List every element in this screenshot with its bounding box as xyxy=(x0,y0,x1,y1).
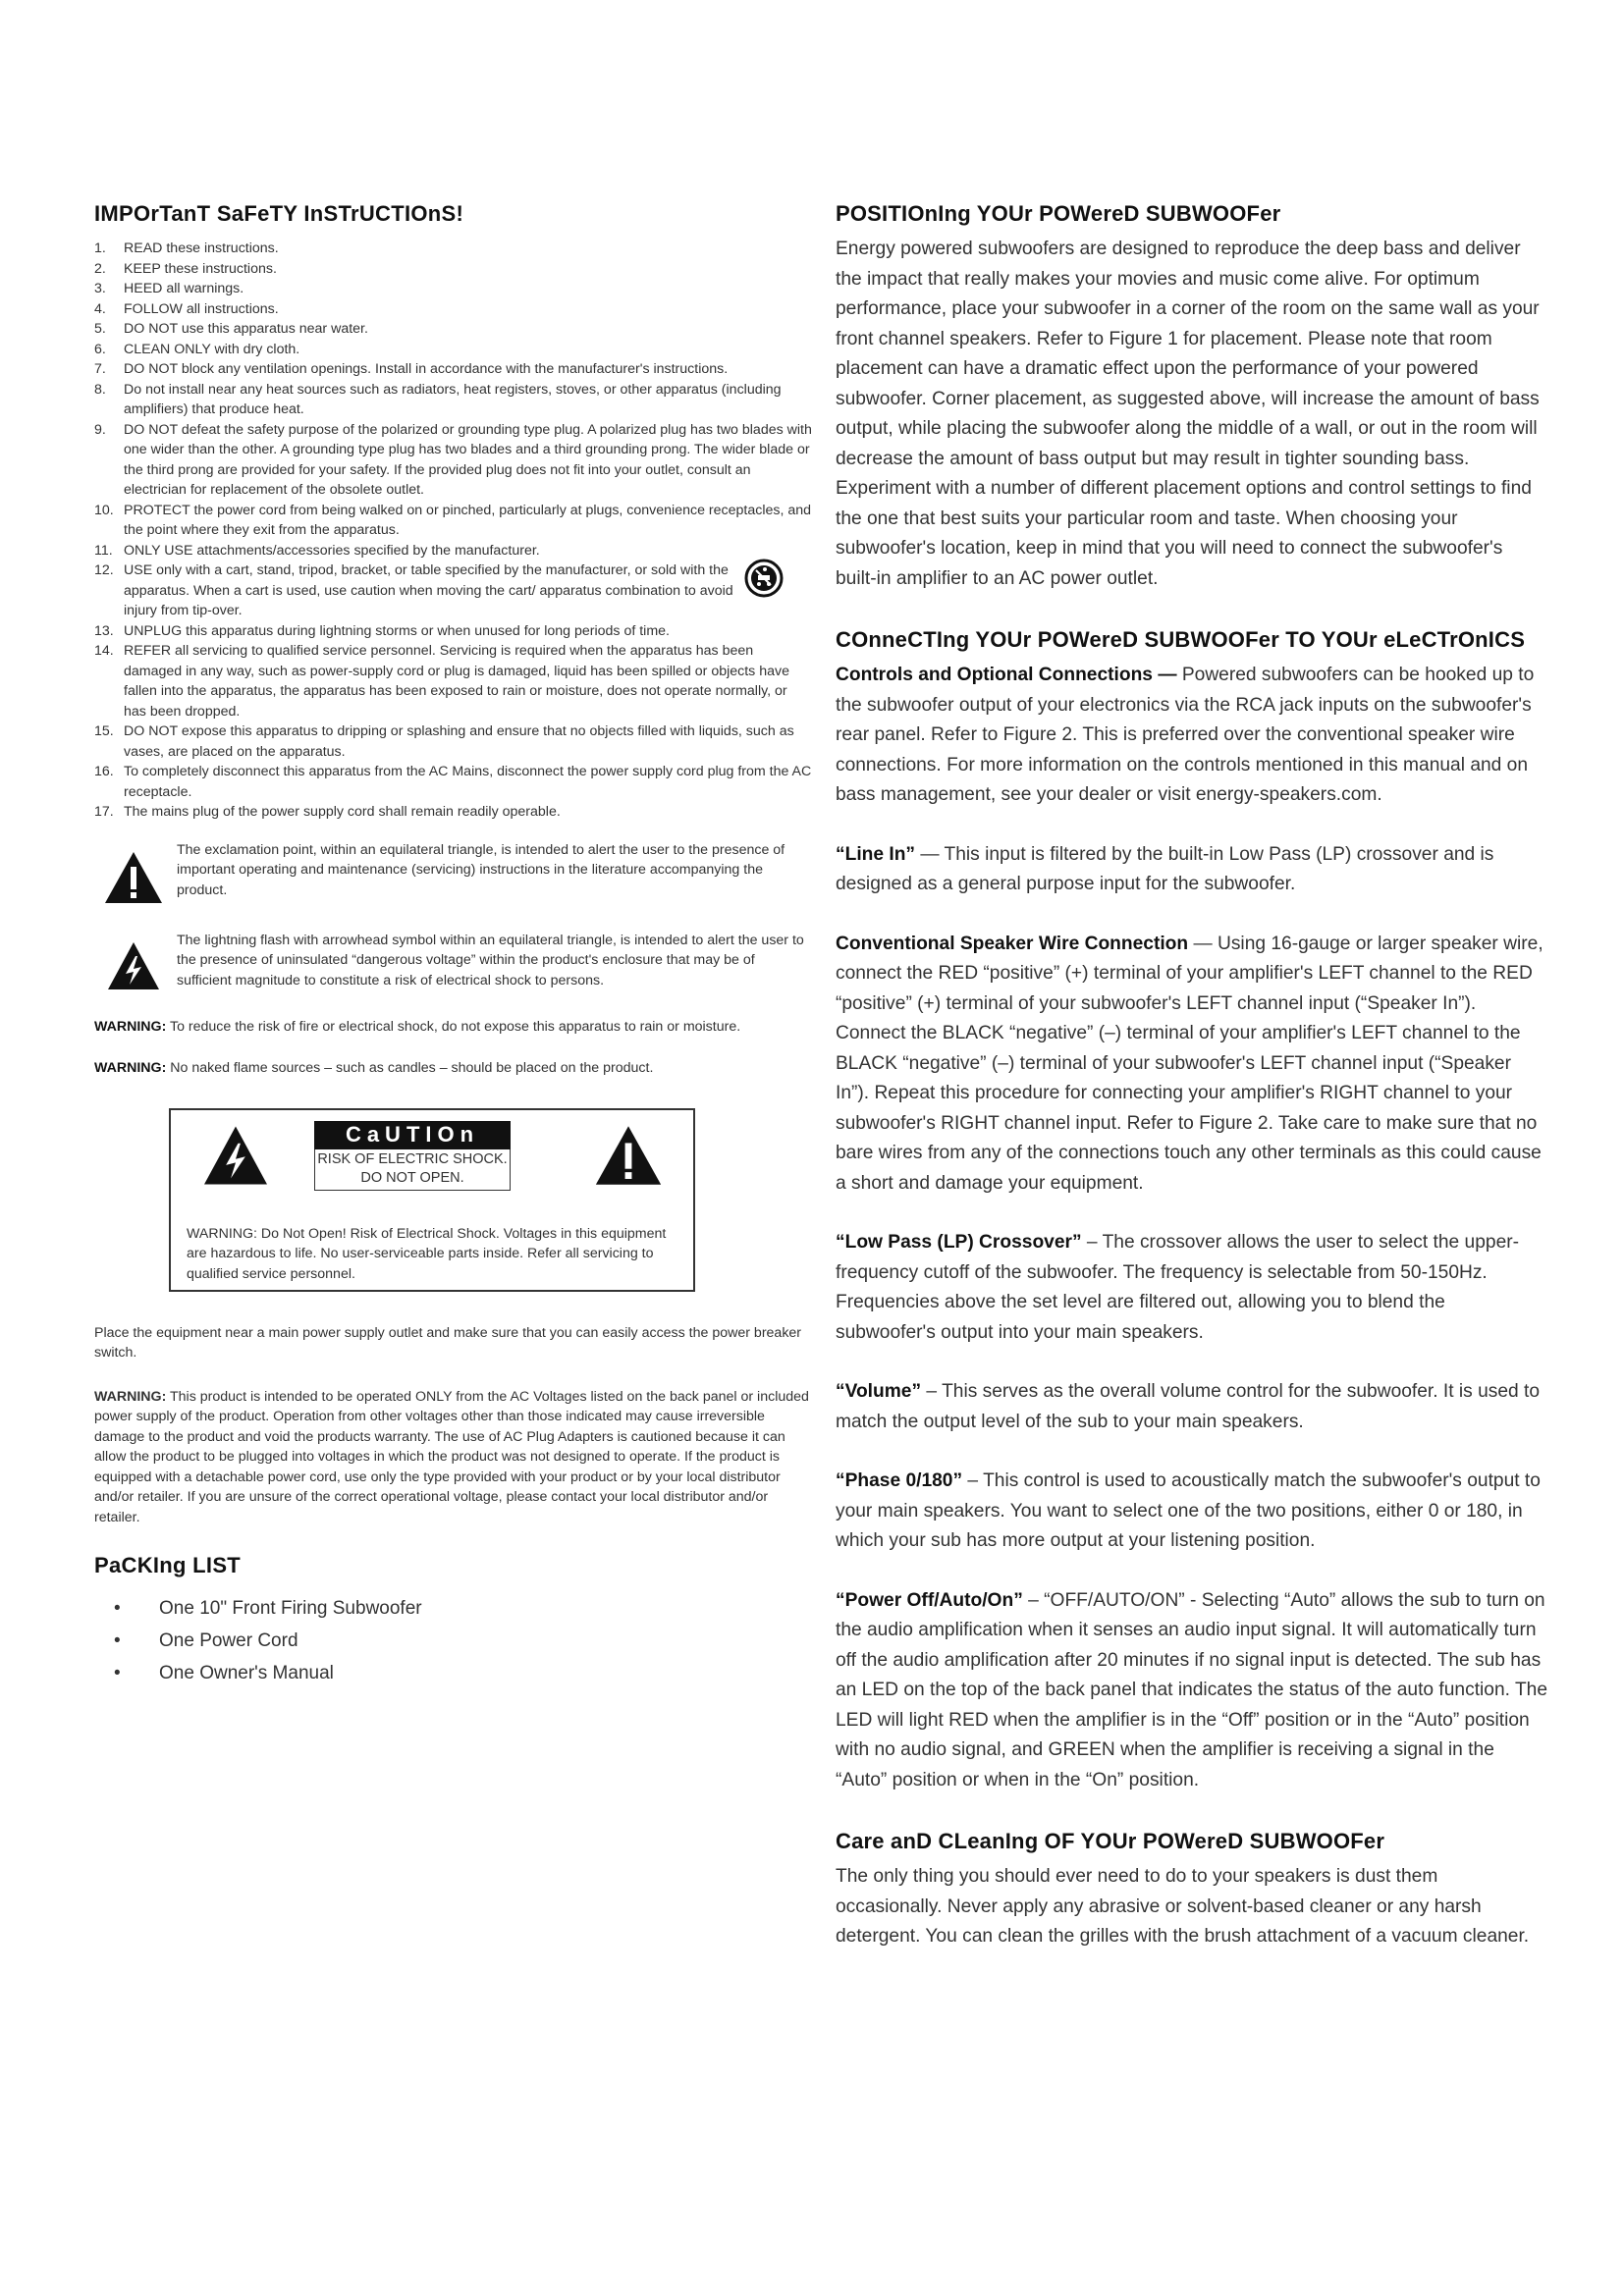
care-text: The only thing you should ever need to do to your speakers is dust them occasionally. Never apply any abrasive or solvent-based cleaner or any harsh detergent. You can clean the grilles with the brush attachment of a vacuum cleaner. xyxy=(836,1866,1530,1947)
exclamation-symbol-note: The exclamation point, within an equilateral triangle, is intended to alert the user to the presence of important operating and maintenance (servicing) instructions in the literature accompanying the product. xyxy=(94,840,813,905)
list-item: 16. To completely disconnect this apparatus from the AC Mains, disconnect the power supply cord plug from the AC receptacle. xyxy=(94,764,812,800)
cart-tipover-icon xyxy=(744,559,784,598)
caution-label: CaUTIOn RISK OF ELECTRIC SHOCK. DO NOT OPEN. WARNING: Do Not Open! Risk of Electrical Shock. Voltages in this equipment are hazardous to life. No user-serviceable parts inside. Refer all servicing to qualified service personnel. xyxy=(169,1108,695,1292)
list-item: • One Owner's Manual xyxy=(114,1663,334,1683)
list-item: 11. ONLY USE attachments/accessories specified by the manufacturer. xyxy=(94,542,540,559)
exclamation-triangle-icon xyxy=(593,1124,664,1187)
safety-list xyxy=(94,239,813,823)
lightning-triangle-icon xyxy=(106,940,161,991)
list-item: 9. DO NOT defeat the safety purpose of the polarized or grounding type plug. A polarized plug has two blades with one wider than the other. A grounding type plug has two blades and a third grounding prong. The wider blade or the third prong are provided for your safety. If the provided plug does not fit into your outlet, consult an electrician for replacement of the obsolete outlet. xyxy=(94,421,812,498)
lightning-symbol-note: The lightning flash with arrowhead symbol within an equilateral triangle, is intended to alert the user to the presence of uninsulated “dangerous voltage” within the product's enclosure that may be of sufficient magnitude to constitute a risk of electrical shock to persons. xyxy=(94,931,813,991)
safety-heading: IMPOrTanT SaFeTY InSTrUCTIOnS! xyxy=(94,201,464,226)
power-paragraph: “Power Off/Auto/On” – “OFF/AUTO/ON” - Selecting “Auto” allows the sub to turn on the audio amplification when it senses an audio input signal. It will automatically turn off the audio amplification after 20 minutes if no signal input is detected. The sub has an LED on the top of the back panel that indicates the status of the auto function. The LED will light RED when the amplifier is in the “Off” position or in the “Auto” position with no audio signal, and GREEN when the amplifier is receiving a signal in the “Auto” position or when in the “On” position. xyxy=(836,1589,1548,1790)
left-column xyxy=(94,201,813,1689)
right-column xyxy=(836,201,1548,1952)
list-item: 8. Do not install near any heat sources such as radiators, heat registers, stoves, or other apparatus (including amplifiers) that produce heat. xyxy=(94,381,782,417)
list-item: 2. KEEP these instructions. xyxy=(94,260,277,277)
list-item: 13. UNPLUG this apparatus during lightning storms or when unused for long periods of time. xyxy=(94,622,670,639)
list-item: • One 10" Front Firing Subwoofer xyxy=(114,1598,422,1619)
positioning-heading: POSITIOnIng YOUr POWereD SUBWOOFer xyxy=(836,201,1281,226)
list-item: 7. DO NOT block any ventilation openings. Install in accordance with the manufacturer's instructions. xyxy=(94,361,729,377)
caution-title: CaUTIOn xyxy=(314,1121,511,1149)
warning-voltage: WARNING: This product is intended to be operated ONLY from the AC Voltages listed on the back panel or included power supply of the product. Operation from other voltages other than those indicated may cause irreversible damage to the product and void the products warranty. The use of AC Plug Adapters is cautioned because it can allow the product to be plugged into voltages in which the product was not designed to operate. If the product is equipped with a detachable power cord, use only the type provided with your product or by your local distributor and/or retailer. If you are unsure of the correct operational voltage, please contact your local distributor and/or retailer. xyxy=(94,1388,809,1525)
volume-paragraph: “Volume” – This serves as the overall volume control for the subwoofer. It is used to match the output level of the sub to your main speakers. xyxy=(836,1381,1541,1432)
warning-flame: WARNING: No naked flame sources – such as candles – should be placed on the product. xyxy=(94,1060,654,1076)
list-item: 1. READ these instructions. xyxy=(94,240,279,256)
list-item: 15. DO NOT expose this apparatus to dripping or splashing and ensure that no objects filled with liquids, such as vases, are placed on the apparatus. xyxy=(94,723,794,760)
caution-footer: WARNING: Do Not Open! Risk of Electrical Shock. Voltages in this equipment are hazardous to life. No user-serviceable parts inside. Refer all servicing to qualified service personnel. xyxy=(187,1225,667,1282)
care-heading: Care anD CLeanIng OF YOUr POWereD SUBWOOFer xyxy=(836,1829,1385,1853)
phase-paragraph: “Phase 0/180” – This control is used to acoustically match the subwoofer's output to your main speakers. You want to select one of the two positions, either 0 or 180, in which your sub has more output at your listening position. xyxy=(836,1470,1541,1551)
positioning-text: Energy powered subwoofers are designed to reproduce the deep bass and deliver the impact that really makes your movies and music come alive. For optimum performance, place your subwoofer in a corner of the room on the same wall as your front channel speakers. Refer to Figure 1 for placement. Please note that room placement can have a dramatic effect upon the performance of your powered subwoofer. Corner placement, as suggested above, will increase the amount of bass output, while placing the subwoofer along the middle of a wall, or out in the room will decrease the amount of bass output but may result in tighter sounding bass. Experiment with a number of different placement options and control settings to find the one that best suits your particular room and taste. When choosing your subwoofer's location, keep in mind that you will need to connect the subwoofer's built-in amplifier to an AC power outlet. xyxy=(836,239,1540,589)
packing-heading: PaCKIng LIST xyxy=(94,1553,242,1577)
low-pass-paragraph: “Low Pass (LP) Crossover” – The crossover allows the user to select the upper-frequency cutoff of the subwoofer. The frequency is selectable from 50-150Hz. Frequencies above the set level are filtered out, allowing you to blend the subwoofer's output into your main speakers. xyxy=(836,1232,1520,1343)
conventional-wire-paragraph: Conventional Speaker Wire Connection — Using 16-gauge or larger speaker wire, connect the RED “positive” (+) terminal of your amplifier's LEFT channel to the RED “positive” (+) terminal of your subwoofer's LEFT channel input (“Speaker In”). Connect the BLACK “negative” (–) terminal of your amplifier's LEFT channel to the BLACK “negative” (–) terminal of your subwoofer's LEFT channel input (“Speaker In”). Repeat this procedure for connecting your amplifier's RIGHT channel to your subwoofer's RIGHT channel input. Refer to Figure 2. Take care to make sure that no bare wires from any of the connections touch any other terminals as this could cause a short and damage your equipment. xyxy=(836,933,1543,1194)
list-item: 4. FOLLOW all instructions. xyxy=(94,300,279,317)
list-item: 5. DO NOT use this apparatus near water. xyxy=(94,321,368,337)
exclamation-triangle-icon xyxy=(103,850,164,905)
list-item: 6. CLEAN ONLY with dry cloth. xyxy=(94,341,300,357)
packing-list xyxy=(94,1592,813,1689)
list-item: 17. The mains plug of the power supply cord shall remain readily operable. xyxy=(94,804,561,820)
line-in-paragraph: “Line In” — This input is filtered by the built-in Low Pass (LP) crossover and is designed as a general purpose input for the subwoofer. xyxy=(836,843,1494,894)
connecting-heading: COnneCTIng YOUr POWereD SUBWOOFer TO YOUr eLeCTrOnICS xyxy=(836,627,1526,652)
list-item: 3. HEED all warnings. xyxy=(94,281,244,296)
warning-rain: WARNING: To reduce the risk of fire or electrical shock, do not expose this apparatus to rain or moisture. xyxy=(94,1018,741,1035)
lightning-triangle-icon xyxy=(200,1124,271,1187)
controls-paragraph: Controls and Optional Connections — Powered subwoofers can be hooked up to the subwoofer output of your electronics via the RCA jack inputs on the subwoofer's rear panel. Refer to Figure 2. This is preferred over the conventional speaker wire connections. For more information on the controls mentioned in this manual and on bass management, see your dealer or visit energy-speakers.com. xyxy=(836,665,1535,805)
list-item: 14. REFER all servicing to qualified service personnel. Servicing is required when the apparatus has been damaged in any way, such as power-supply cord or plug is damaged, liquid has been spilled or objects have fallen into the apparatus, the apparatus has been exposed to rain or moisture, does not operate normally, or has been dropped. xyxy=(94,643,789,720)
placement-note: Place the equipment near a main power supply outlet and make sure that you can easily access the power breaker switch. xyxy=(94,1324,802,1361)
list-item: 12. USE only with a cart, stand, tripod, bracket, or table specified by the manufacturer, or sold with the apparatus. When a cart is used, use caution when moving the cart/ apparatus combination to avoid injury from tip-over. xyxy=(94,561,813,621)
list-item: • One Power Cord xyxy=(114,1630,298,1651)
list-item: 10. PROTECT the power cord from being walked on or pinched, particularly at plugs, convenience receptacles, and the point where they exit from the apparatus. xyxy=(94,502,812,538)
